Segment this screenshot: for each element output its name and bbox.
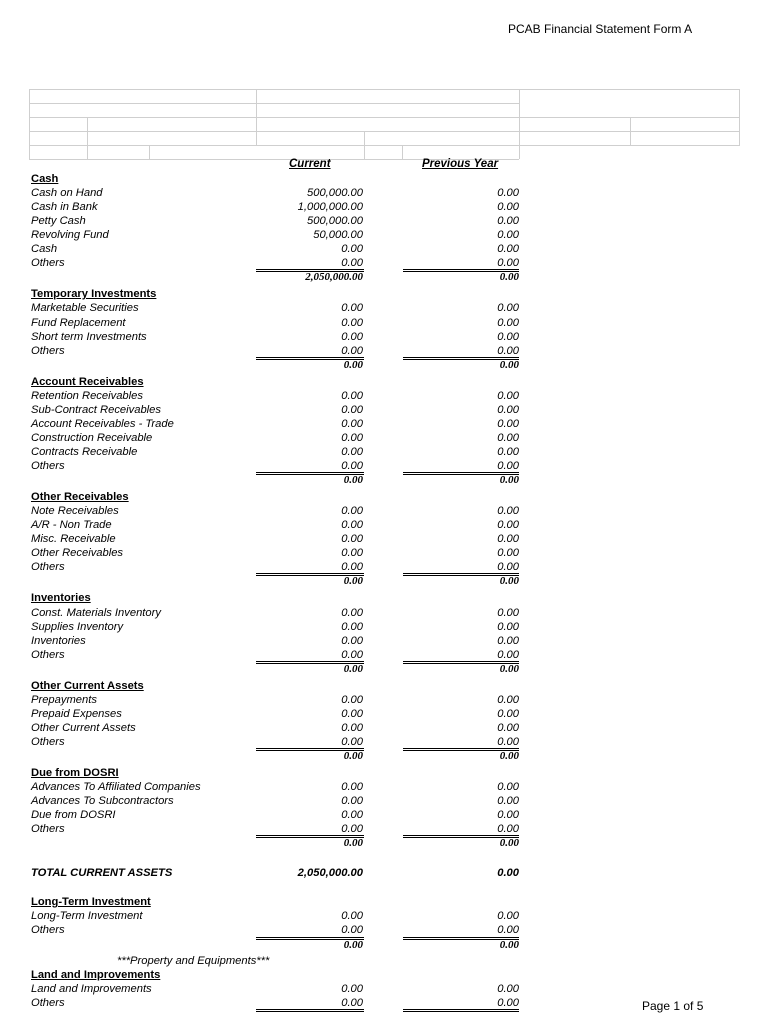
section-note-row	[0, 954, 768, 968]
current-value: 0.00	[341, 547, 363, 559]
previous-year-value: 0.00	[497, 547, 519, 559]
previous-year-value: 0.00	[497, 635, 519, 647]
line-item-row	[0, 431, 768, 445]
current-value: 0.00	[341, 345, 363, 357]
current-value: 0.00	[341, 694, 363, 706]
row-label: Short term Investments	[31, 331, 147, 343]
previous-year-value: 0.00	[497, 243, 519, 255]
current-value: 0.00	[341, 607, 363, 619]
current-value: 0.00	[341, 390, 363, 402]
previous-year-value: 0.00	[497, 432, 519, 444]
previous-year-value: 0.00	[497, 390, 519, 402]
previous-year-value: 0.00	[497, 215, 519, 227]
current-value: 0.00	[341, 257, 363, 269]
row-label: Others	[31, 997, 65, 1009]
current-value: 0.00	[341, 722, 363, 734]
subtotal-row	[0, 574, 768, 588]
grand-total-row	[0, 866, 768, 880]
row-label: Long-Term Investment	[31, 910, 143, 922]
row-label: Const. Materials Inventory	[31, 607, 161, 619]
current-column-header: Current	[289, 158, 331, 170]
row-label: Other Receivables	[31, 547, 124, 559]
line-item-row	[0, 242, 768, 256]
current-value: 500,000.00	[307, 187, 363, 199]
line-item-row	[0, 301, 768, 315]
current-value: 0.00	[341, 635, 363, 647]
subtotal-row	[0, 836, 768, 850]
previous-year-value: 0.00	[499, 939, 519, 951]
row-label: Prepaid Expenses	[31, 708, 122, 720]
previous-year-value: 0.00	[497, 809, 519, 821]
previous-year-value: 0.00	[497, 694, 519, 706]
line-item-row	[0, 808, 768, 822]
line-item-row	[0, 316, 768, 330]
row-label: Retention Receivables	[31, 390, 143, 402]
line-item-row	[0, 794, 768, 808]
previous-year-value: 0.00	[497, 345, 519, 357]
row-label: Note Receivables	[31, 505, 119, 517]
current-value: 0.00	[343, 837, 363, 849]
row-label: Others	[31, 649, 65, 661]
previous-year-value: 0.00	[497, 708, 519, 720]
row-label: Contracts Receivable	[31, 446, 138, 458]
row-label: Cash on Hand	[31, 187, 103, 199]
line-item-row	[0, 560, 768, 574]
current-value: 0.00	[343, 474, 363, 486]
current-value: 2,050,000.00	[305, 271, 363, 283]
previous-year-value: 0.00	[499, 359, 519, 371]
current-value: 0.00	[341, 983, 363, 995]
row-label: Advances To Affiliated Companies	[31, 781, 201, 793]
line-item-row	[0, 228, 768, 242]
previous-year-value: 0.00	[497, 187, 519, 199]
row-label: Other Receivables	[31, 491, 129, 503]
previous-year-value: 0.00	[499, 474, 519, 486]
row-label: Others	[31, 561, 65, 573]
previous-year-value: 0.00	[497, 257, 519, 269]
row-label: Misc. Receivable	[31, 533, 116, 545]
line-item-row	[0, 518, 768, 532]
line-item-row	[0, 459, 768, 473]
current-value: 0.00	[341, 519, 363, 531]
subtotal-row	[0, 662, 768, 676]
section-heading-row	[0, 679, 768, 693]
current-value: 0.00	[341, 781, 363, 793]
current-value: 0.00	[341, 910, 363, 922]
previous-year-value: 0.00	[499, 837, 519, 849]
row-label: Others	[31, 823, 65, 835]
previous-year-value: 0.00	[497, 795, 519, 807]
line-item-row	[0, 909, 768, 923]
total-underline	[403, 1009, 519, 1012]
previous-year-value: 0.00	[497, 649, 519, 661]
current-value: 0.00	[341, 505, 363, 517]
row-label: Account Receivables - Trade	[31, 418, 174, 430]
row-label: Fund Replacement	[31, 317, 126, 329]
row-label: Cash	[31, 243, 58, 255]
row-label: Petty Cash	[31, 215, 86, 227]
previous-year-value: 0.00	[497, 302, 519, 314]
row-label: Cash	[31, 173, 59, 185]
line-item-row	[0, 780, 768, 794]
document-header-title: PCAB Financial Statement Form A	[508, 22, 693, 36]
page-number: Page 1 of 5	[642, 999, 704, 1013]
current-value: 0.00	[341, 460, 363, 472]
row-label: Others	[31, 460, 65, 472]
previous-year-value: 0.00	[497, 736, 519, 748]
subtotal-row	[0, 749, 768, 763]
row-label: Long-Term Investment	[31, 896, 151, 908]
row-label: Account Receivables	[31, 376, 144, 388]
previous-year-value: 0.00	[497, 418, 519, 430]
section-heading-row	[0, 591, 768, 605]
line-item-row	[0, 256, 768, 270]
line-item-row	[0, 214, 768, 228]
subtotal-row	[0, 270, 768, 284]
current-value: 0.00	[343, 939, 363, 951]
row-label: Prepayments	[31, 694, 97, 706]
row-label: Others	[31, 345, 65, 357]
line-item-row	[0, 606, 768, 620]
line-item-row	[0, 620, 768, 634]
row-label: Revolving Fund	[31, 229, 109, 241]
previous-year-value: 0.00	[497, 331, 519, 343]
previous-year-value: 0.00	[497, 519, 519, 531]
current-value: 0.00	[341, 404, 363, 416]
previous-year-value: 0.00	[497, 229, 519, 241]
row-label: Inventories	[31, 635, 86, 647]
previous-year-value: 0.00	[497, 561, 519, 573]
row-label: Supplies Inventory	[31, 621, 124, 633]
line-item-row	[0, 546, 768, 560]
previous-year-value: 0.00	[497, 317, 519, 329]
row-label: Others	[31, 257, 65, 269]
current-value: 0.00	[343, 750, 363, 762]
current-value: 0.00	[341, 317, 363, 329]
line-item-row	[0, 344, 768, 358]
row-label: Due from DOSRI	[31, 767, 119, 779]
current-value: 0.00	[341, 997, 363, 1009]
current-value: 0.00	[341, 621, 363, 633]
current-value: 50,000.00	[313, 229, 363, 241]
row-label: Cash in Bank	[31, 201, 98, 213]
subtotal-row	[0, 473, 768, 487]
line-item-row	[0, 822, 768, 836]
row-label: Temporary Investments	[31, 288, 157, 300]
line-item-row	[0, 445, 768, 459]
current-value: 2,050,000.00	[297, 867, 363, 879]
row-label: Construction Receivable	[31, 432, 153, 444]
total-underline	[256, 1009, 364, 1012]
current-value: 0.00	[343, 359, 363, 371]
subtotal-row	[0, 938, 768, 952]
previous-year-value: 0.00	[497, 201, 519, 213]
previous-year-column-header: Previous Year	[422, 158, 499, 170]
current-value: 0.00	[341, 736, 363, 748]
previous-year-value: 0.00	[497, 823, 519, 835]
section-heading-row	[0, 968, 768, 982]
line-item-row	[0, 403, 768, 417]
current-value: 0.00	[341, 533, 363, 545]
line-item-row	[0, 707, 768, 721]
current-value: 0.00	[341, 302, 363, 314]
line-item-row	[0, 504, 768, 518]
previous-year-value: 0.00	[497, 505, 519, 517]
previous-year-value: 0.00	[499, 750, 519, 762]
line-item-row	[0, 721, 768, 735]
previous-year-value: 0.00	[499, 271, 519, 283]
current-value: 0.00	[341, 243, 363, 255]
row-label: TOTAL CURRENT ASSETS	[31, 867, 173, 879]
previous-year-value: 0.00	[497, 460, 519, 472]
row-label: A/R - Non Trade	[31, 519, 112, 531]
line-item-row	[0, 648, 768, 662]
section-heading-row	[0, 490, 768, 504]
current-value: 500,000.00	[307, 215, 363, 227]
current-value: 0.00	[341, 708, 363, 720]
line-item-row	[0, 923, 768, 937]
current-value: 0.00	[341, 432, 363, 444]
previous-year-value: 0.00	[497, 924, 519, 936]
row-label: ***Property and Equipments***	[117, 955, 270, 967]
line-item-row	[0, 735, 768, 749]
line-item-row	[0, 634, 768, 648]
previous-year-value: 0.00	[497, 533, 519, 545]
line-item-row	[0, 532, 768, 546]
row-label: Advances To Subcontractors	[31, 795, 174, 807]
line-item-row	[0, 417, 768, 431]
row-label: Sub-Contract Receivables	[31, 404, 161, 416]
row-label: Other Current Assets	[31, 722, 136, 734]
previous-year-value: 0.00	[497, 722, 519, 734]
row-label: Others	[31, 736, 65, 748]
line-item-row	[0, 186, 768, 200]
line-item-row	[0, 693, 768, 707]
subtotal-row	[0, 358, 768, 372]
row-label: Inventories	[31, 592, 91, 604]
line-item-row	[0, 200, 768, 214]
current-value: 0.00	[341, 795, 363, 807]
previous-year-value: 0.00	[497, 781, 519, 793]
previous-year-value: 0.00	[497, 607, 519, 619]
current-value: 1,000,000.00	[297, 201, 363, 213]
row-label: Land and Improvements	[31, 969, 161, 981]
previous-year-value: 0.00	[499, 663, 519, 675]
current-value: 0.00	[343, 575, 363, 587]
row-label: Land and Improvements	[31, 983, 152, 995]
previous-year-value: 0.00	[497, 983, 519, 995]
line-item-row	[0, 389, 768, 403]
current-value: 0.00	[341, 649, 363, 661]
current-value: 0.00	[341, 331, 363, 343]
current-value: 0.00	[341, 809, 363, 821]
line-item-row	[0, 982, 768, 996]
previous-year-value: 0.00	[497, 446, 519, 458]
previous-year-value: 0.00	[497, 997, 519, 1009]
current-value: 0.00	[341, 418, 363, 430]
previous-year-value: 0.00	[499, 575, 519, 587]
previous-year-value: 0.00	[497, 621, 519, 633]
section-heading-row	[0, 287, 768, 301]
row-label: Due from DOSRI	[31, 809, 116, 821]
row-label: Marketable Securities	[31, 302, 139, 314]
section-heading-row	[0, 172, 768, 186]
previous-year-value: 0.00	[497, 867, 519, 879]
row-label: Others	[31, 924, 65, 936]
current-value: 0.00	[341, 823, 363, 835]
current-value: 0.00	[343, 663, 363, 675]
current-value: 0.00	[341, 561, 363, 573]
section-heading-row	[0, 895, 768, 909]
line-item-row	[0, 330, 768, 344]
section-heading-row	[0, 375, 768, 389]
current-value: 0.00	[341, 446, 363, 458]
current-value: 0.00	[341, 924, 363, 936]
previous-year-value: 0.00	[497, 404, 519, 416]
section-heading-row	[0, 766, 768, 780]
row-label: Other Current Assets	[31, 680, 144, 692]
previous-year-value: 0.00	[497, 910, 519, 922]
